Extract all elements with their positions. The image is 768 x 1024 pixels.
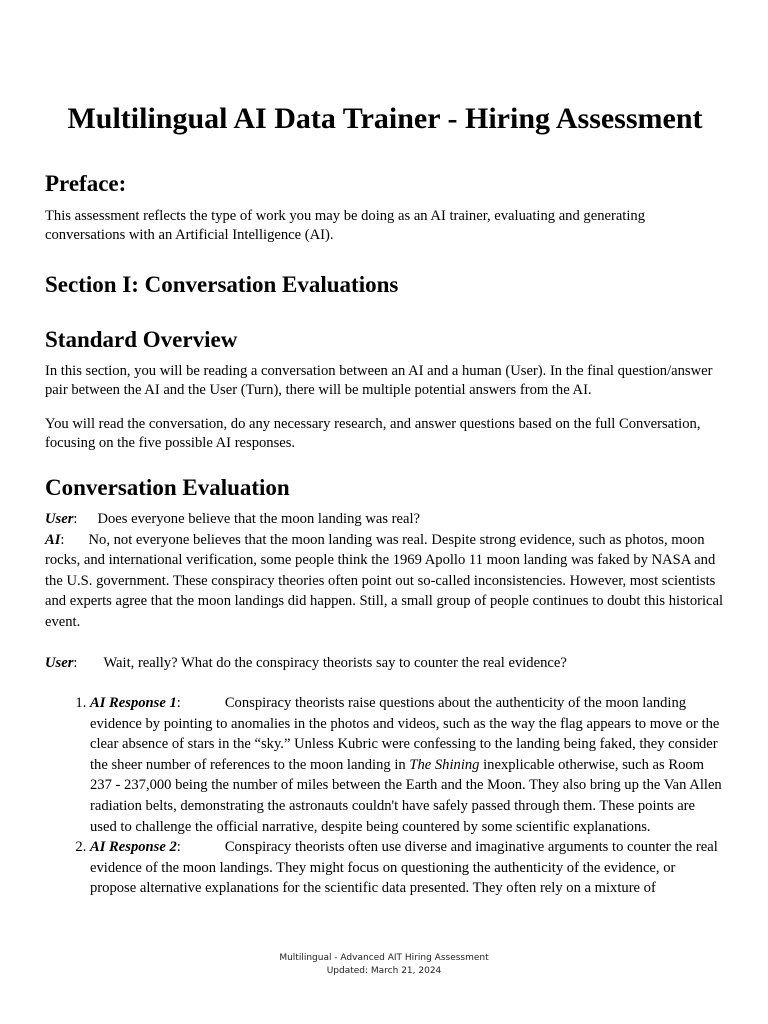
preface-text: This assessment reflects the type of work you may be doing as an AI trainer, evaluating and generating conversations with an Artificial Intelligence (AI). bbox=[45, 208, 646, 243]
turn-text: Does everyone believe that the moon landing was real? bbox=[97, 511, 421, 527]
response-text-after: inexplicable otherwise, such as Room 237 - 237,000 being the number of miles between the Earth and the Moon. They also bring up the Van Allen radiation belts, demonstrating the astronauts couldn't have safely passed through them. These points are used to challenge the official narrative, despite being countered by some scientific explanations. bbox=[90, 756, 722, 835]
film-title: The Shining bbox=[409, 756, 480, 773]
response-label: AI Response 1 bbox=[90, 695, 177, 711]
response-text: Conspiracy theorists often use diverse and imaginative arguments to counter the real evidence of the moon landings. They might focus on questioning the authenticity of the evidence, or propose alternative explanations for the scientific data presented. They often rely on a mixture of bbox=[90, 839, 718, 897]
turn-text: Wait, really? What do the conspiracy theorists say to counter the real evidence? bbox=[103, 655, 567, 671]
conversation-turn-user-2: User: Wait, really? What do the conspiracy theorists say to counter the real evidence? bbox=[45, 655, 567, 671]
document-title: Multilingual AI Data Trainer - Hiring Assessment bbox=[67, 102, 703, 135]
conversation-turn-user-1: User: Does everyone believe that the moon landing was real? AI: No, not everyone believes that the moon landing was real. Despite strong evidence, such as photos, moon rocks, and international verification, some people think the 1969 Apollo 11 moon landing was faked by NASA and the U.S. government. These conspiracy theories often point out so-called inconsistencies. However, most scientists and experts agree that the moon landings did happen. Still, a small group of people continues to doubt this historical event. bbox=[45, 511, 724, 630]
speaker-label: User bbox=[45, 511, 74, 527]
page-footer bbox=[0, 952, 768, 978]
ai-response-item: 2. AI Response 2: Conspiracy theorists often use diverse and imaginative arguments to counter the real evidence of the moon landings. They might focus on questioning the authenticity of the evidence, or propose alternative explanations for the scientific data presented. They often rely on a mixture of bbox=[90, 837, 725, 899]
standard-overview-para-2: You will read the conversation, do any necessary research, and answer questions based on the full Conversation, focusing on the five possible AI responses. bbox=[45, 416, 701, 451]
response-label: AI Response 2 bbox=[90, 839, 177, 856]
section-1-heading: Section I: Conversation Evaluations bbox=[45, 272, 399, 297]
speaker-label: AI bbox=[45, 531, 61, 548]
footer-line-1: Multilingual - Advanced AIT Hiring Assessment bbox=[279, 953, 489, 963]
footer-line-2: Updated: March 21, 2024 bbox=[326, 966, 442, 976]
speaker-label: User bbox=[45, 655, 74, 671]
standard-overview-heading: Standard Overview bbox=[45, 327, 238, 352]
preface-heading: Preface: bbox=[45, 171, 127, 196]
response-text-before: Conspiracy theorists raise questions about the authenticity of the moon landing evidence by pointing to anomalies in the photos and videos, such as the way the flag appears to move or the clear absence of stars in the “sky.” Unless Kubric were confessing to the landing being faked, they consider the sheer number of references to the moon landing in bbox=[90, 695, 720, 773]
turn-text: No, not everyone believes that the moon landing was real. Despite strong evidence, such as photos, moon rocks, and international verification, some people think the 1969 Apollo 11 moon landing was faked by NASA and the U.S. government. These conspiracy theories often point out so-called inconsistencies. However, most scientists and experts agree that the moon landings did happen. Still, a small group of people continues to doubt this historical event. bbox=[45, 531, 724, 630]
ai-response-item: 1. AI Response 1: Conspiracy theorists raise questions about the authenticity of the moon landing evidence by pointing to anomalies in the photos and videos, such as the way the flag appears to move or the clear absence of stars in the “sky.” Unless Kubric were confessing to the landing being faked, they consider the sheer number of references to the moon landing in The Shining inexplicable otherwise, such as Room 237 - 237,000 being the number of miles between the Earth and the Moon. They also bring up the Van Allen radiation belts, demonstrating the astronauts couldn't have safely passed through them. These points are used to challenge the official narrative, despite being countered by some scientific explanations. bbox=[90, 693, 725, 837]
ai-responses-list bbox=[45, 693, 725, 899]
conversation-evaluation-heading: Conversation Evaluation bbox=[45, 475, 290, 500]
standard-overview-para-1: In this section, you will be reading a conversation between an AI and a human (User). In the final question/answer pair between the AI and the User (Turn), there will be multiple potential answers from the AI. bbox=[45, 363, 713, 398]
